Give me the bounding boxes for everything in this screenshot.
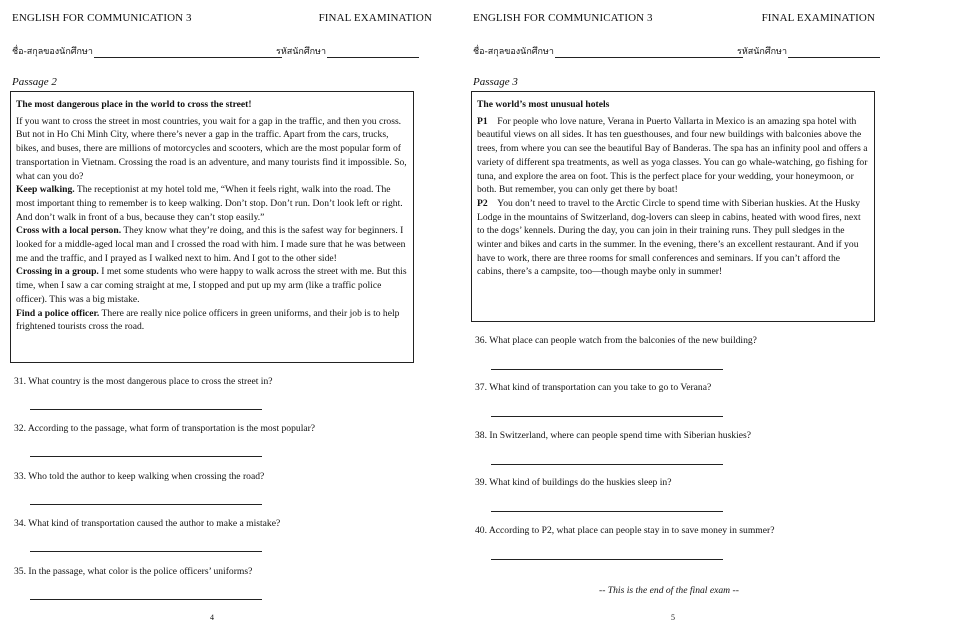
exam-title: FINAL EXAMINATION: [761, 12, 875, 24]
answer-line-31[interactable]: [30, 409, 262, 410]
tip-heading: Cross with a local person.: [16, 225, 122, 237]
student-name-blank[interactable]: [555, 47, 743, 58]
question-34: 34. What kind of transportation caused the author to make a mistake?: [14, 518, 281, 529]
course-title: ENGLISH FOR COMMUNICATION 3: [473, 12, 653, 24]
answer-line-38[interactable]: [491, 464, 723, 465]
student-id-blank[interactable]: [788, 47, 880, 58]
question-37: 37. What kind of transportation can you take to go to Verana?: [475, 382, 712, 393]
question-31: 31. What country is the most dangerous place to cross the street in?: [14, 376, 273, 387]
tip-text: I met some students who were happy to walk across the street with me. But this time, when I saw a car coming straight at me, I stopped and put up my arm (like a traffic police officer). This was a big mistake.: [16, 266, 407, 305]
passage-title: The world’s most unusual hotels: [477, 99, 610, 110]
paragraph-text: For people who love nature, Verana in Puerto Vallarta in Mexico is an amazing spa hotel with beautiful views on all sides. It has ten guesthouses, and four new buildings with balconies above the trees, from where you can see the beautiful Bay of Banderas. The spa has an infinity pool and offers a variety of different spa treatments, as well as yoga classes. You can go whale-watching, go fishing for tuna, and explore the area on foot. This is the perfect place for your wedding, your honeymoon, or both. But remember, you can only get there by boat!: [477, 115, 868, 196]
tip-text: They know what they’re doing, and this is the safest way for beginners. I looked for a middle-aged local man and I crossed the road with him. I made sure that he was between me and the traffic, and I prayed as I walked next to him. And I got to the other side!: [16, 225, 406, 264]
student-name-field[interactable]: [473, 44, 743, 58]
tip-paragraph: [16, 183, 408, 224]
student-id-label: รหัสนักศึกษา: [276, 47, 327, 57]
passage-label: Passage 2: [12, 76, 57, 88]
page-number: 4: [210, 613, 214, 622]
question-32: 32. According to the passage, what form of transportation is the most popular?: [14, 423, 316, 434]
student-name-label: ชื่อ-สกุลของนักศึกษา: [12, 47, 93, 57]
exam-title: FINAL EXAMINATION: [318, 12, 432, 24]
answer-line-32[interactable]: [30, 456, 262, 457]
question-33: 33. Who told the author to keep walking when crossing the road?: [14, 471, 265, 482]
answer-line-35[interactable]: [30, 599, 262, 600]
tip-paragraph: [16, 265, 408, 306]
answer-line-36[interactable]: [491, 369, 723, 370]
student-id-field[interactable]: [737, 44, 880, 58]
student-name-label: ชื่อ-สกุลของนักศึกษา: [473, 47, 554, 57]
tip-paragraph: [16, 307, 408, 334]
question-36: 36. What place can people watch from the balconies of the new building?: [475, 335, 757, 346]
tip-paragraph: [16, 224, 408, 265]
answer-line-40[interactable]: [491, 559, 723, 560]
question-35: 35. In the passage, what color is the police officers’ uniforms?: [14, 566, 253, 577]
passage-label: Passage 3: [473, 76, 518, 88]
hotel-paragraph: [477, 197, 869, 279]
question-40: 40. According to P2, what place can people stay in to save money in summer?: [475, 525, 775, 536]
answer-line-34[interactable]: [30, 551, 262, 552]
student-name-field[interactable]: [12, 44, 282, 58]
tip-heading: Keep walking.: [16, 184, 75, 196]
page-5: [471, 0, 881, 635]
passage-box: [471, 91, 875, 322]
paragraph-text: You don’t need to travel to the Arctic Circle to spend time with Siberian huskies. At the Husky Lodge in the mountains of Switzerland, dog-lovers can sleep in cabins, heated with wood fires, next to the dogs’ kennels. During the day, you can join in their training runs. They pull sledges in the winter and bikes and carts in the summer. In the evening, there’s an excellent restaurant. And if you have to work, there are three rooms for small conferences and seminars. If you can’t afford the cabins, there’s a campsite, too—though maybe only in summer!: [477, 197, 861, 278]
paragraph-label: P1: [477, 115, 488, 127]
page-number: 5: [671, 613, 675, 622]
tip-text: There are really nice police officers in green uniforms, and their job is to help frightened tourists cross the road.: [16, 307, 400, 333]
question-38: 38. In Switzerland, where can people spend time with Siberian huskies?: [475, 430, 752, 441]
student-name-blank[interactable]: [94, 47, 282, 58]
student-id-label: รหัสนักศึกษา: [737, 47, 788, 57]
tip-text: The receptionist at my hotel told me, “When it feels right, walk into the road. The most important thing to remember is to keep walking. Don’t stop. Don’t run. Don’t look left or right. And don’t walk in front of a bus, because they can’t stop easily.”: [16, 184, 403, 223]
answer-line-37[interactable]: [491, 416, 723, 417]
passage-box: [10, 91, 414, 363]
course-title: ENGLISH FOR COMMUNICATION 3: [12, 12, 192, 24]
answer-line-33[interactable]: [30, 504, 262, 505]
question-39: 39. What kind of buildings do the huskies sleep in?: [475, 477, 672, 488]
passage-intro: If you want to cross the street in most countries, you wait for a gap in the traffic, and then you cross. But not in Ho Chi Minh City, where there’s never a gap in the traffic. Apart from the cars, trucks, bikes, and buses, there are millions of motorcycles and scooters, which are the most popular form of transportation in Vietnam. Crossing the road is an adventure, and many tourists find it impossible. So, what can you do?: [16, 115, 407, 182]
answer-line-39[interactable]: [491, 511, 723, 512]
end-of-exam-note: -- This is the end of the final exam --: [599, 585, 739, 596]
passage-title: The most dangerous place in the world to cross the street!: [16, 99, 252, 110]
tip-heading: Crossing in a group.: [16, 266, 99, 278]
hotel-paragraph: [477, 115, 869, 197]
tip-heading: Find a police officer.: [16, 307, 100, 319]
student-id-field[interactable]: [276, 44, 419, 58]
page-4: [10, 0, 430, 635]
student-id-blank[interactable]: [327, 47, 419, 58]
paragraph-label: P2: [477, 197, 488, 209]
